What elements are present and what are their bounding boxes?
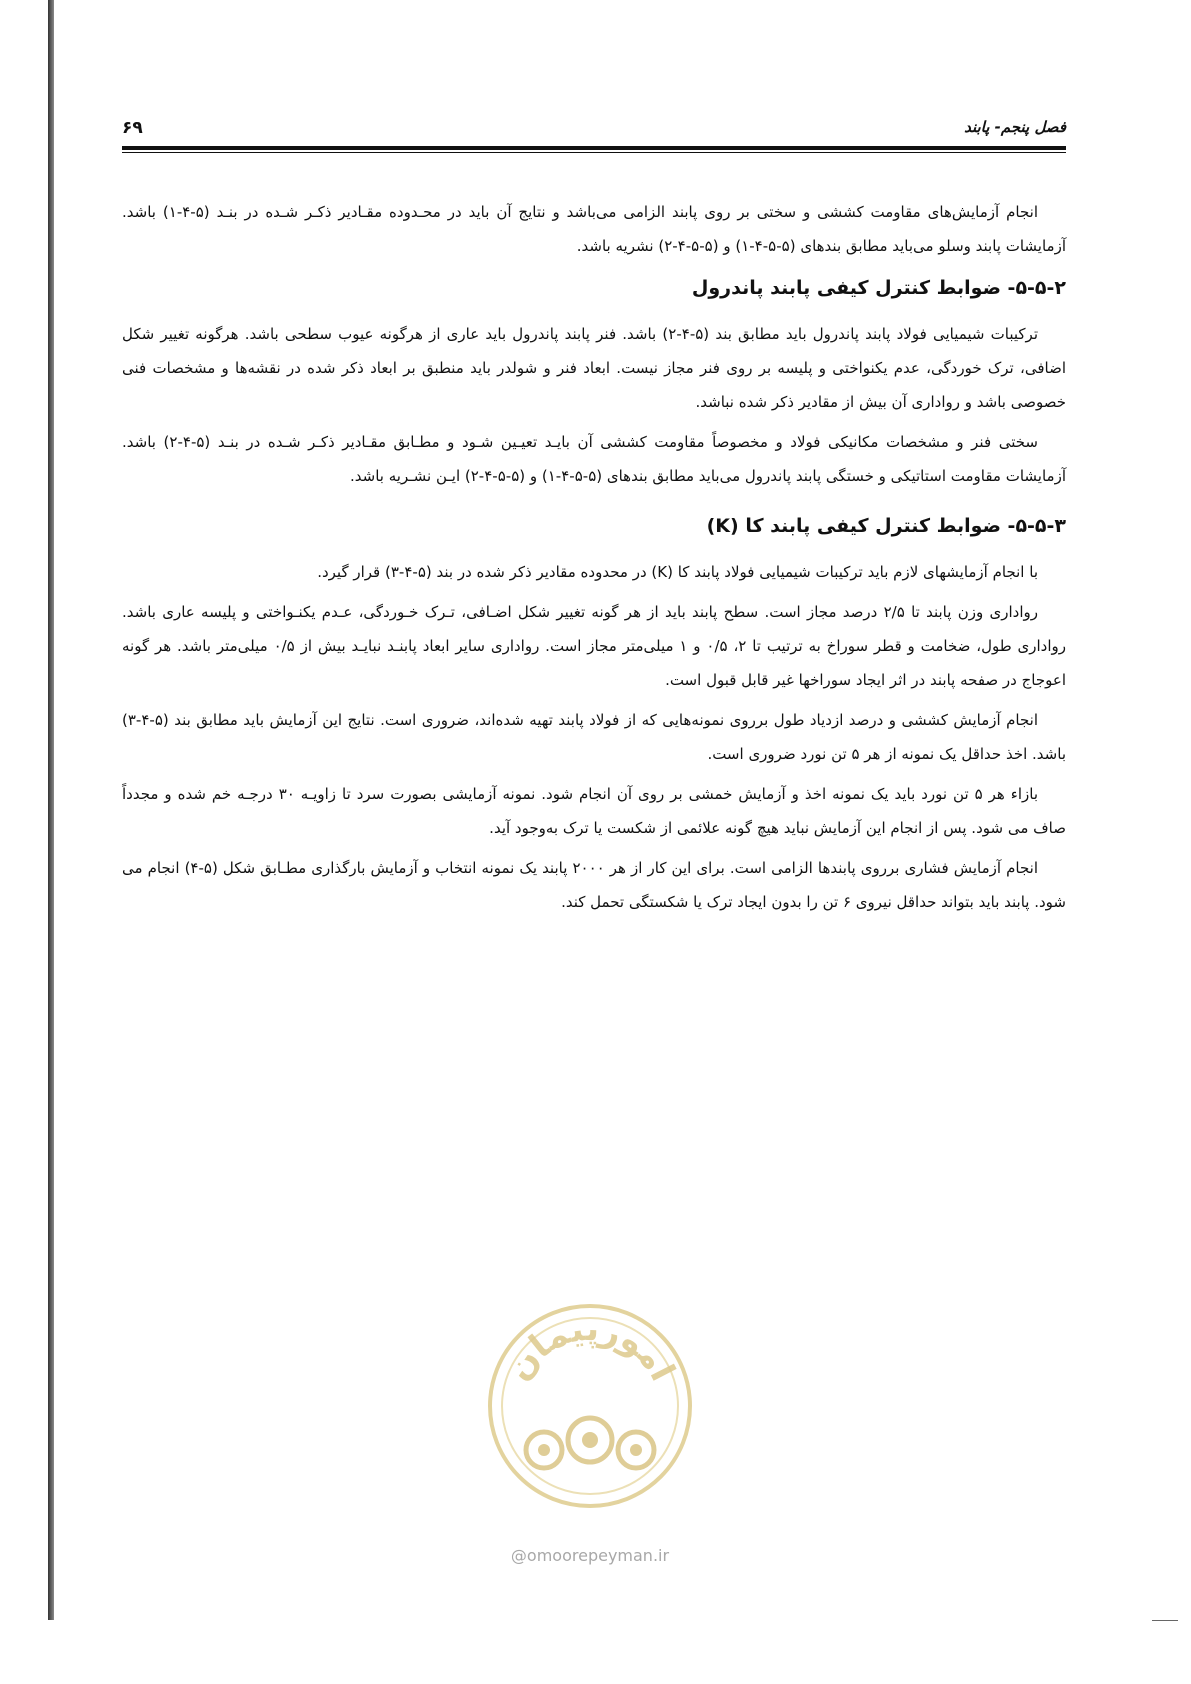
page-content: [122, 195, 1066, 925]
watermark-caption: @omoorepeyman.ir: [510, 1546, 670, 1565]
k-clip-paragraph-5: انجام آزمایش فشاری برروی پابندها الزامی است. برای این کار از هر ۲۰۰۰ پابند یک نمونه انتخاب و آزمایش بارگذاری مطـابق شکل (۵-۴) انجام می شود. پابند باید بتواند حداقل نیروی ۶ تن را بدون ایجاد ترک یا شکستگی تحمل کند.: [122, 859, 1066, 911]
corner-mark: [1152, 1620, 1178, 1621]
k-clip-paragraph-1: با انجام آزمایشهای لازم باید ترکیبات شیمیایی فولاد پابند کا (K) در محدوده مقادیر ذکر شده در بند (۵-۴-۳) قرار گیرد.: [317, 563, 1038, 581]
page-header: [122, 112, 1066, 152]
chapter-title: فصل پنجم- پابند: [964, 118, 1066, 136]
k-clip-paragraph-2: رواداری وزن پابند تا ۲/۵ درصد مجاز است. سطح پابند باید از هر گونه تغییر شکل اضـافی، تـرک خـوردگی، عـدم یکنـواختی و پلیسه عاری باشد. رواداری طول، ضخامت و قطر سوراخ به ترتیب تا ۲، ۰/۵ و ۱ میلی‌متر مجاز است. رواداری سایر ابعاد پابنـد نبایـد بیش از ۰/۵ میلی‌متر باشد. هر گونه اعوجاج در صفحه پابند در اثر ایجاد سوراخها غیر قابل قبول است.: [122, 603, 1067, 689]
svg-text:امورپیمان: [498, 1309, 682, 1388]
seal-text: امورپیمان: [498, 1308, 683, 1388]
section-heading-pandrol: ۵-۵-۲- ضوابط کنترل کیفی پابند پاندرول: [691, 277, 1066, 299]
intro-paragraph: انجام آزمایش‌های مقاومت کششی و سختی بر روی پابند الزامی می‌باشد و نتایج آن باید در محـدوده مقـادیر ذکـر شـده در بنـد (۵-۴-۱) باشد. آزمایشات پابند وسلو می‌باید مطابق بندهای (۵-۵-۴-۱) و (۵-۵-۴-۲) نشریه باشد.: [122, 203, 1066, 255]
pandrol-paragraph-2: سختی فنر و مشخصات مکانیکی فولاد و مخصوصاً مقاومت کششی آن بایـد تعیـین شـود و مطـابق مقـادیر ذکـر شـده در بنـد (۵-۴-۲) باشد. آزمایشات مقاومت استاتیکی و خستگی پابند پاندرول می‌باید مطابق بندهای (۵-۵-۴-۱) و (۵-۵-۴-۲) ایـن نشـریه باشد.: [122, 433, 1066, 485]
header-rule-thick: [122, 146, 1066, 150]
section-heading-k-clip: ۵-۵-۳- ضوابط کنترل کیفی پابند کا (K): [706, 515, 1066, 537]
header-rule-thin: [122, 152, 1066, 153]
page-number: ۶۹: [122, 118, 143, 138]
k-clip-paragraph-3: انجام آزمایش کششی و درصد ازدیاد طول برروی نمونه‌هایی که از فولاد پابند تهیه شده‌اند، ضروری است. نتایج این آزمایش باید مطابق بند (۵-۴-۳) باشد. اخذ حداقل یک نمونه از هر ۵ تن نورد ضروری است.: [122, 711, 1066, 763]
pandrol-paragraph-1: ترکیبات شیمیایی فولاد پابند پاندرول باید مطابق بند (۵-۴-۲) باشد. فنر پابند پاندرول باید عاری از هرگونه عیوب سطحی باشد. هرگونه تغییر شکل اضافی، ترک خوردگی، عدم یکنواختی و پلیسه بر روی فنر مجاز نیست. ابعاد فنر و شولدر باید منطبق بر ابعاد ذکر شده در نقشه‌ها و مشخصات فنی خصوصی باشد و رواداری آن بیش از مقادیر ذکر شده نباشد.: [122, 325, 1066, 411]
scan-binding-edge: [48, 0, 54, 1620]
watermark-seal-icon: [484, 1300, 696, 1512]
k-clip-paragraph-4: بازاء هر ۵ تن نورد باید یک نمونه اخذ و آزمایش خمشی بر روی آن انجام شود. نمونه آزمایشی بصورت سرد تا زاویـه ۳۰ درجـه خم شده و مجدداً صاف می شود. پس از انجام این آزمایش نباید هیچ گونه علائمی از شکست یا ترک به‌وجود آید.: [122, 785, 1066, 837]
